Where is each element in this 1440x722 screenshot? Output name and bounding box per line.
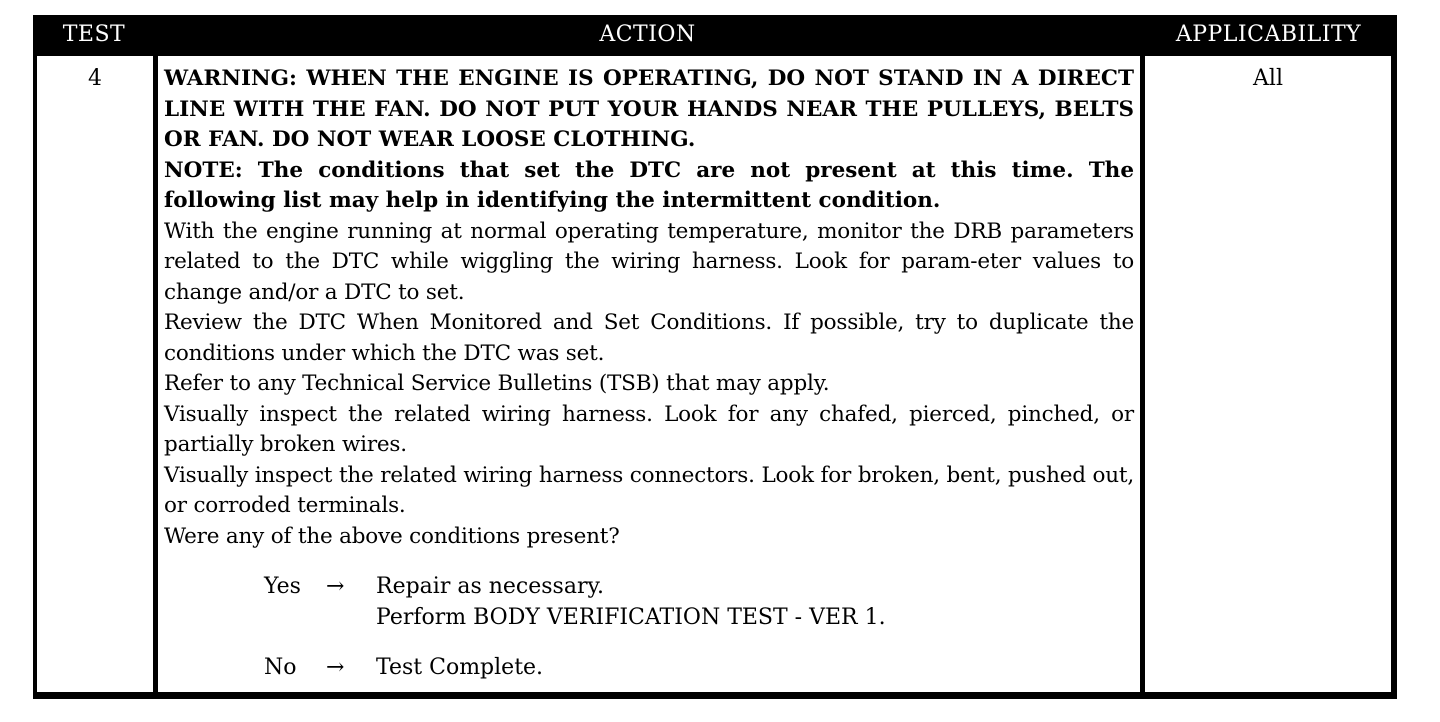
answers bbox=[264, 572, 1124, 684]
action-cell bbox=[158, 56, 1140, 692]
question-text: Were any of the above conditions present? bbox=[164, 523, 620, 549]
applicability-cell bbox=[1145, 56, 1391, 692]
header-applicability: APPLICABILITY bbox=[1175, 22, 1362, 47]
header-test: TEST bbox=[62, 22, 126, 47]
paragraph: With the engine running at normal operating temperature, monitor the DRB parameters related to the DTC while wiggling the wiring harness. Look for param-eter values to change and/or a DTC to set. bbox=[164, 218, 1134, 305]
test-number: 4 bbox=[88, 66, 102, 91]
note-text: NOTE: The conditions that set the DTC are not present at this time. The following list may help in identifying the intermittent condition. bbox=[164, 157, 1134, 213]
procedure-table bbox=[33, 15, 1397, 699]
answer-line: Perform BODY VERIFICATION TEST - VER 1. bbox=[376, 604, 886, 630]
paragraph: Review the DTC When Monitored and Set Conditions. If possible, try to duplicate the conditions under which the DTC was set. bbox=[164, 310, 1134, 366]
answer-text bbox=[376, 653, 1124, 684]
applicability-value: All bbox=[1253, 66, 1283, 91]
header-action: ACTION bbox=[599, 22, 696, 47]
answer-yes bbox=[264, 572, 1124, 633]
answer-no bbox=[264, 653, 1124, 684]
paragraph: Visually inspect the related wiring harness. Look for any chafed, pierced, pinched, or partially broken wires. bbox=[164, 401, 1134, 457]
action-body bbox=[164, 64, 1134, 552]
arrow-right-icon: → bbox=[326, 655, 345, 680]
paragraph: Refer to any Technical Service Bulletins (TSB) that may apply. bbox=[164, 371, 830, 396]
paragraph: Visually inspect the related wiring harness connectors. Look for broken, bent, pushed out, or corroded terminals. bbox=[164, 462, 1134, 518]
answer-text bbox=[376, 572, 1124, 633]
table-header bbox=[33, 15, 1397, 54]
warning-text: WARNING: WHEN THE ENGINE IS OPERATING, DO NOT STAND IN A DIRECT LINE WITH THE FAN. DO NOT PUT YOUR HANDS NEAR THE PULLEYS, BELTS OR FAN. DO NOT WEAR LOOSE CLOTHING. bbox=[164, 66, 1134, 152]
answer-label: Yes bbox=[264, 574, 301, 599]
arrow-right-icon: → bbox=[326, 574, 345, 599]
answer-line: Repair as necessary. bbox=[376, 574, 604, 599]
answer-label: No bbox=[264, 655, 297, 680]
test-cell bbox=[37, 56, 153, 692]
answer-line: Test Complete. bbox=[376, 655, 544, 680]
